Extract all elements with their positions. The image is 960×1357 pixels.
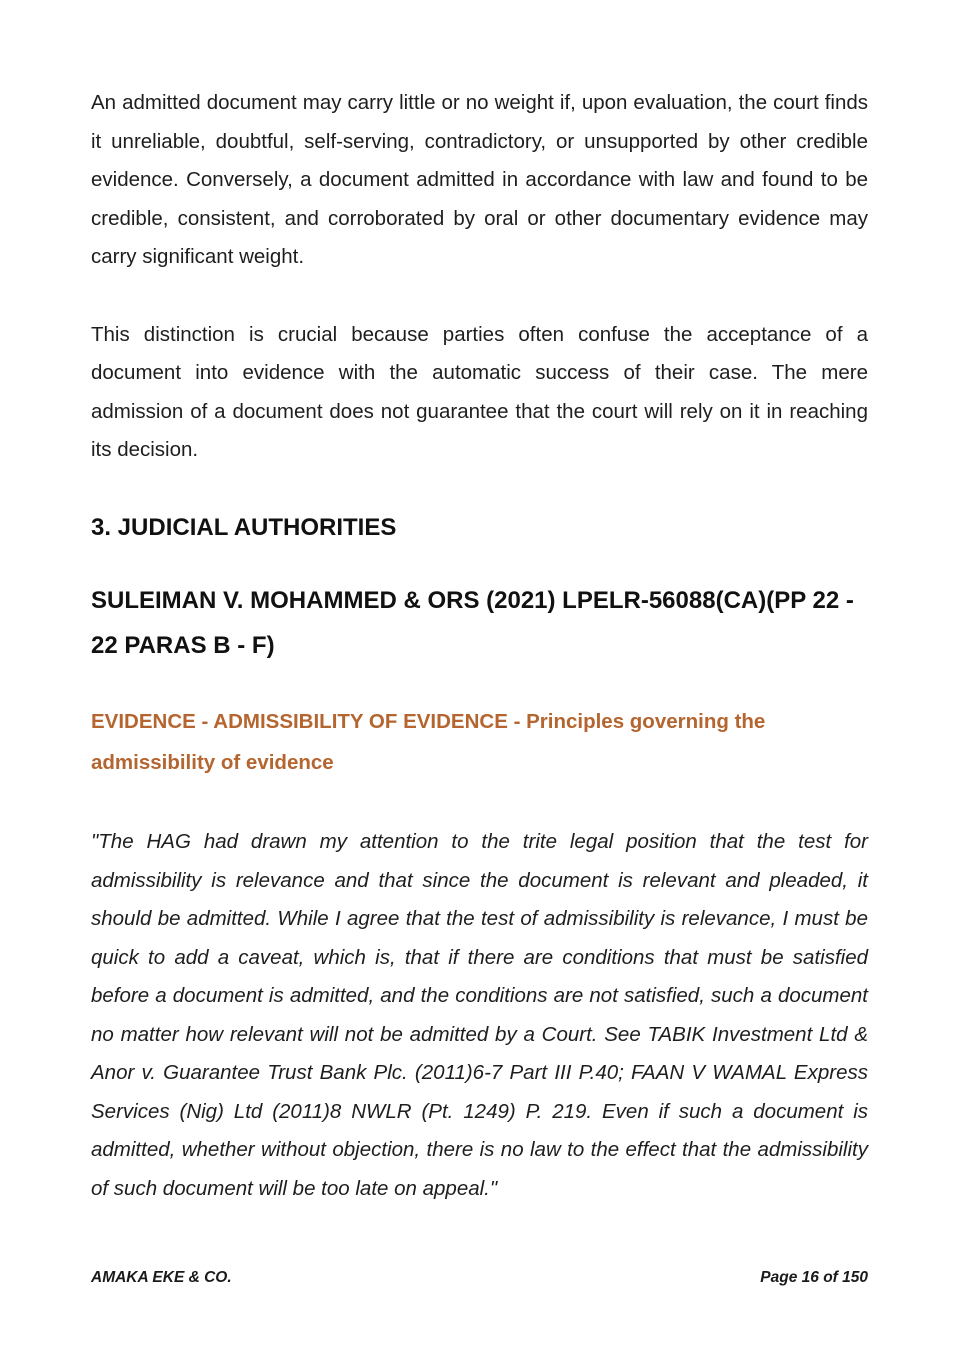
body-paragraph-1: An admitted document may carry little or no weight if, upon evaluation, the court finds it unreliable, doubtful, self-serving, contradictory, or unsupported by other credible evidence. Conversely, a document admitted in accordance with law and found to be credible, consistent, and corroborated by oral or other documentary evidence may carry significant weight.	[91, 91, 868, 268]
document-page	[91, 84, 868, 1200]
judicial-quote: "The HAG had drawn my attention to the trite legal position that the test for admissibility is relevance and that since the document is relevant and pleaded, it should be admitted. While I agree that the test of admissibility is relevance, I must be quick to add a caveat, which is, that if there are conditions that must be satisfied before a document is admitted, and the conditions are not satisfied, such a document no matter how relevant will not be admitted by a Court. See TABIK Investment Ltd & Anor v. Guarantee Trust Bank Plc. (2011)6-7 Part III P.40; FAAN V WAMAL Express Services (Nig) Ltd (2011)8 NWLR (Pt. 1249) P. 219. Even if such a document is admitted, whether without objection, there is no law to the effect that the admissibility of such document will be too late on appeal."	[91, 830, 868, 1200]
case-topic: EVIDENCE - ADMISSIBILITY OF EVIDENCE - Principles governing the admissibility of evidence	[91, 710, 766, 774]
body-paragraph-2: This distinction is crucial because parties often confuse the acceptance of a document into evidence with the automatic success of their case. The mere admission of a document does not guarantee that the court will rely on it in reaching its decision.	[91, 322, 868, 461]
footer-page-number: Page 16 of 150	[760, 1269, 868, 1286]
case-title: SULEIMAN V. MOHAMMED & ORS (2021) LPELR-56088(CA)(PP 22 - 22 PARAS B - F)	[91, 587, 854, 659]
section-heading: 3. JUDICIAL AUTHORITIES	[91, 514, 397, 541]
footer-firm-name: AMAKA EKE & CO.	[91, 1269, 232, 1286]
page-footer	[91, 1269, 868, 1287]
